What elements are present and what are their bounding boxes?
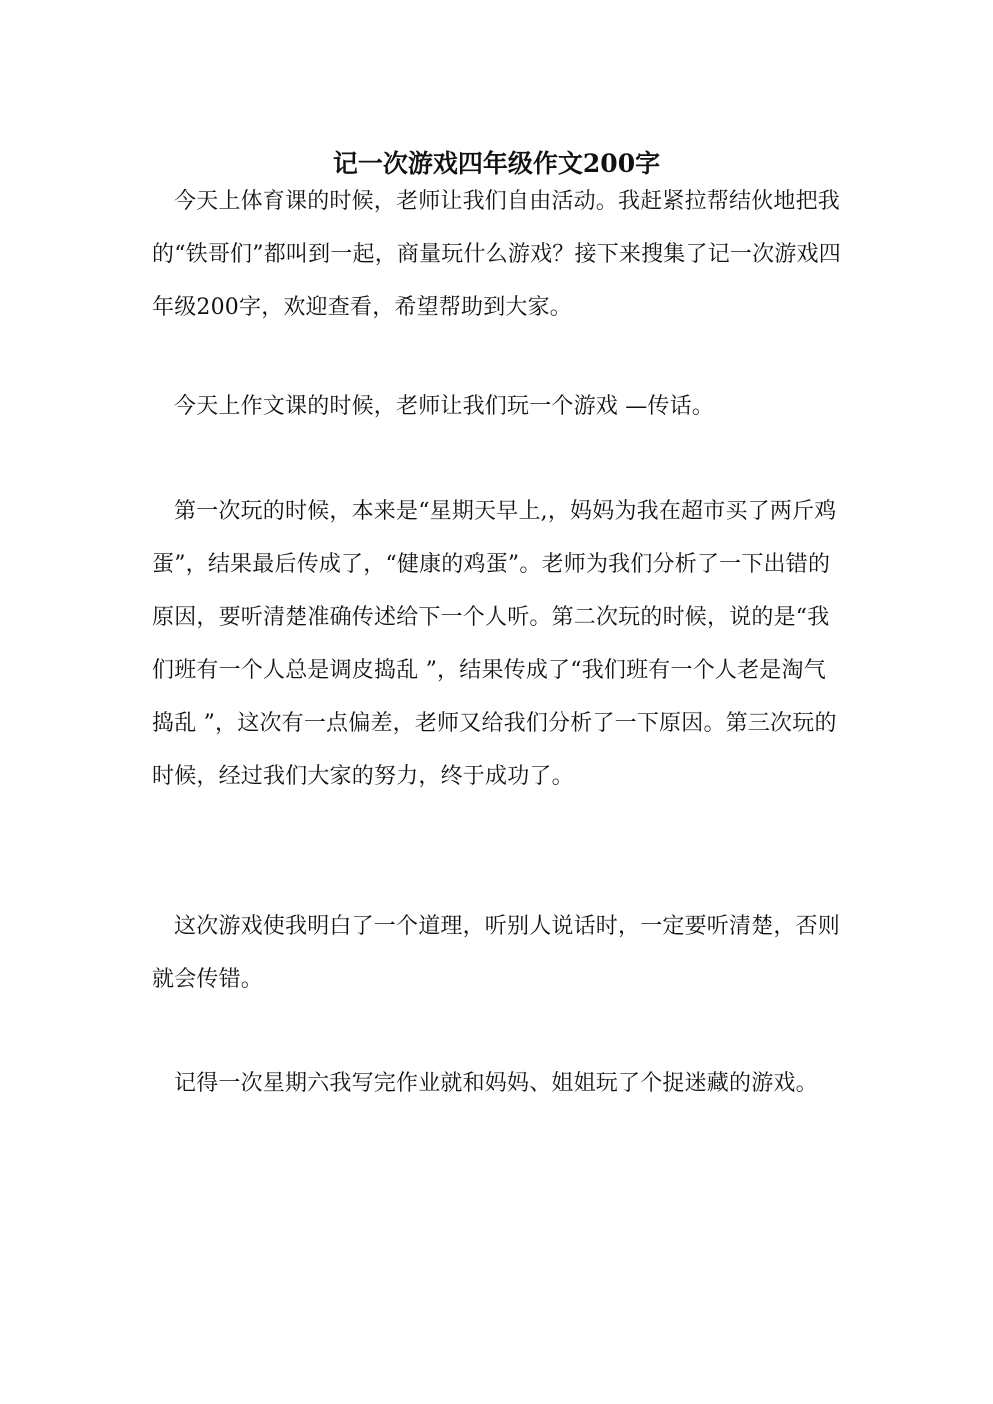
paragraph-5: 记得一次星期六我写完作业就和妈妈、姐姐玩了个捉迷藏的游戏。 [174, 1071, 818, 1096]
paragraph-3: 第一次玩的时候，本来是“星期天早上,，妈妈为我在超市买了两斤鸡蛋”，结果最后传成了，“健康的鸡蛋”。老师为我们分析了一下出错的原因，要听清楚准确传述给下一个人听。第二次玩的时候，说的是“我们班有一个人总是调皮捣乱 ”，结果传成了“我们班有一个人老是淘气捣乱 ”，这次有一点偏差，老师又给我们分析了一下原因。第三次玩的时候，经过我们大家的努力，终于成功了。 [152, 499, 837, 789]
paragraph-4: 这次游戏使我明白了一个道理，听别人说话时，一定要听清楚，否则就会传错。 [152, 914, 841, 992]
document-title: 记一次游戏四年级作文200字 [332, 148, 661, 178]
paragraph-2: 今天上作文课的时候，老师让我们玩一个游戏 —传话。 [174, 394, 714, 419]
paragraph-1: 今天上体育课的时候，老师让我们自由活动。我赶紧拉帮结伙地把我的“铁哥们”都叫到一起，商量玩什么游戏？接下来搜集了记一次游戏四年级200字，欢迎查看，希望帮助到大家。 [152, 189, 841, 320]
